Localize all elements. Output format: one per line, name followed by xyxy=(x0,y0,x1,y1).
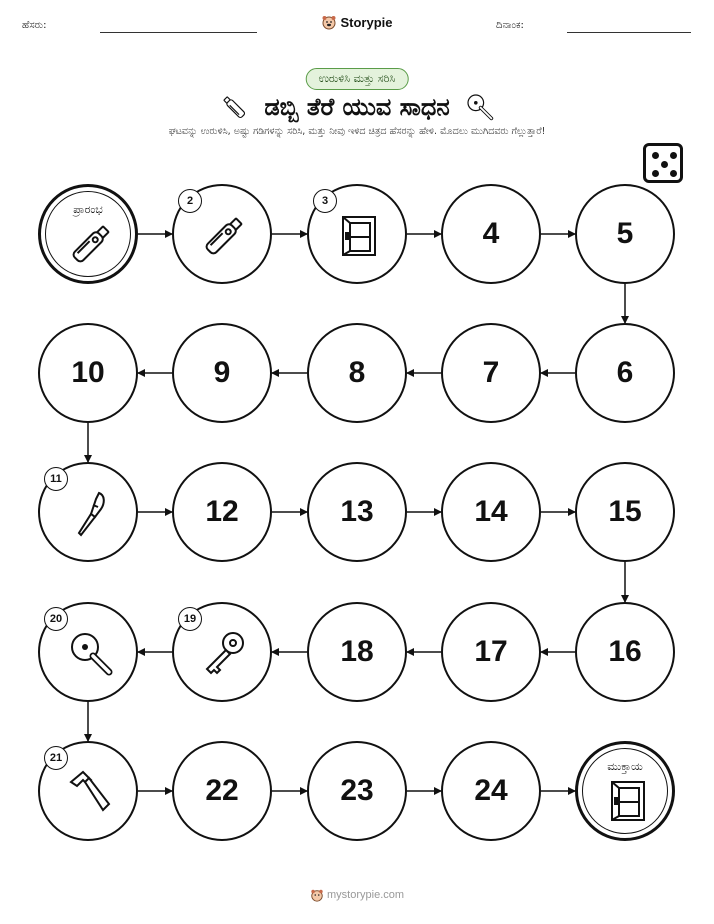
board-space[interactable] xyxy=(307,602,407,702)
board-space[interactable] xyxy=(38,323,138,423)
space-number: 12 xyxy=(205,495,239,528)
key-icon xyxy=(199,629,249,679)
date-label: ದಿನಾಂಕ: xyxy=(496,20,524,31)
board-space[interactable] xyxy=(172,462,272,562)
box-cutter-icon xyxy=(199,211,249,261)
board-space[interactable] xyxy=(575,184,675,284)
finish-label: ಮುಕ್ತಾಯ xyxy=(607,760,643,773)
space-number: 5 xyxy=(616,217,634,250)
pizza-cutter-icon xyxy=(65,629,115,679)
space-number: 18 xyxy=(340,635,374,668)
box-cutter-icon xyxy=(66,219,116,269)
brand-name: Storypie xyxy=(340,14,393,30)
knife-icon xyxy=(65,489,115,539)
space-number-badge: 19 xyxy=(178,607,202,631)
board-space[interactable] xyxy=(441,184,541,284)
space-number-badge: 3 xyxy=(313,189,337,213)
start-label: ಪ್ರಾರಂಭ xyxy=(73,203,103,216)
space-number: 15 xyxy=(608,495,642,528)
board-space[interactable] xyxy=(441,602,541,702)
space-number: 13 xyxy=(340,495,374,528)
footer-text: mystorypie.com xyxy=(327,888,405,901)
board-space[interactable] xyxy=(441,323,541,423)
space-number: 22 xyxy=(205,774,239,807)
game-type-tag: ಉರುಳಿಸಿ ಮತ್ತು ಸರಿಸಿ xyxy=(306,68,409,90)
cabinet-icon xyxy=(603,776,653,826)
name-label: ಹೆಸರು: xyxy=(22,20,47,31)
space-number: 16 xyxy=(608,635,642,668)
space-number-badge: 21 xyxy=(44,746,68,770)
cabinet-icon xyxy=(334,211,384,261)
finish-space[interactable] xyxy=(575,741,675,841)
board-space[interactable] xyxy=(38,462,138,562)
board-space[interactable] xyxy=(172,741,272,841)
space-number: 7 xyxy=(482,356,500,389)
storypie-footer-icon xyxy=(310,889,327,901)
board-space[interactable] xyxy=(172,602,272,702)
board-space[interactable] xyxy=(172,184,272,284)
space-number: 14 xyxy=(474,495,508,528)
board-space[interactable] xyxy=(575,323,675,423)
board-space[interactable] xyxy=(575,602,675,702)
start-space[interactable] xyxy=(38,184,138,284)
board-space[interactable] xyxy=(441,741,541,841)
space-number: 10 xyxy=(71,356,105,389)
space-number: 4 xyxy=(482,217,500,250)
page-title: ಡಬ್ಬಿ ತೆರೆ ಯುವ ಸಾಧನ xyxy=(264,93,450,121)
board-space[interactable] xyxy=(38,602,138,702)
board-space[interactable] xyxy=(307,462,407,562)
space-number: 23 xyxy=(340,774,374,807)
space-number: 24 xyxy=(474,774,508,807)
space-number-badge: 20 xyxy=(44,607,68,631)
space-number: 9 xyxy=(213,356,231,389)
space-number-badge: 11 xyxy=(44,467,68,491)
space-number-badge: 2 xyxy=(178,189,202,213)
space-number: 17 xyxy=(474,635,508,668)
board-space[interactable] xyxy=(307,323,407,423)
board-space[interactable] xyxy=(172,323,272,423)
footer-url xyxy=(0,888,714,902)
hammer-icon xyxy=(65,768,115,818)
board-space[interactable] xyxy=(307,184,407,284)
space-number: 8 xyxy=(348,356,366,389)
space-number: 6 xyxy=(616,356,634,389)
instructions: ಘಟವನ್ನು ಉರುಳಿಸಿ, ಅಷ್ಟು ಗಡಿಗಳನ್ನು ಸರಿಸಿ, ಮತ್ತು ನೀವು ಇಳಿದ ಚಿತ್ರದ ಹೆಸರನ್ನು ಹೇಳಿ. ಮೊದಲು ಮುಗಿದವರು ಗೆಲ್ಲುತ್ತಾರೆ! xyxy=(168,126,546,137)
board-space[interactable] xyxy=(307,741,407,841)
board-space[interactable] xyxy=(38,741,138,841)
board-space[interactable] xyxy=(575,462,675,562)
board-space[interactable] xyxy=(441,462,541,562)
